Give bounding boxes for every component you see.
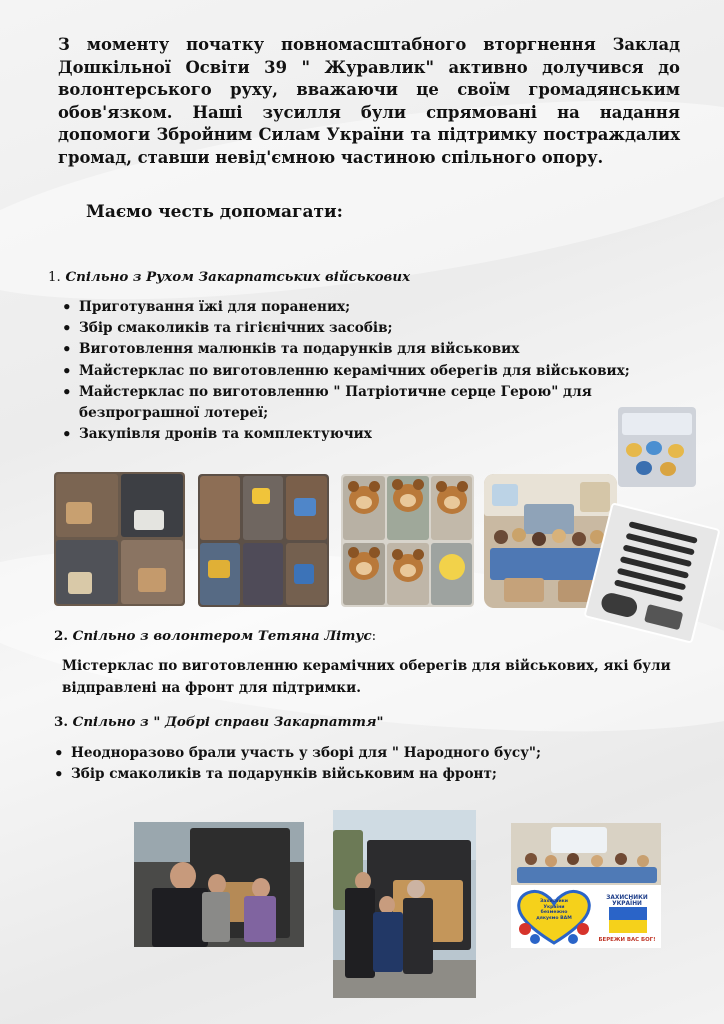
section-1-title-text: Спільно з Рухом Закарпатських військових xyxy=(65,269,411,285)
section-2-paragraph: Містерклас по виготовленню керамічних оберегів для військових, які були відправлені на фронт для підтримки. xyxy=(62,658,671,696)
section-3-list xyxy=(54,743,674,785)
list-item: • Збір смаколиків та гігієнічних засобів; xyxy=(62,318,632,339)
photo-ceramic-hearts xyxy=(618,407,696,487)
section-2-number: 2. xyxy=(54,628,68,644)
poster-footer: БЕРЕЖИ ВАС БОГ! xyxy=(598,937,656,943)
photo-children-poster xyxy=(511,823,661,948)
photo-volunteers-van-2 xyxy=(333,810,476,998)
photo-gift-bags-collage xyxy=(198,474,329,607)
section-1-number: 1. xyxy=(48,270,61,285)
ukraine-flag-icon xyxy=(609,907,647,933)
poster-title: ЗАХИСНИКИ УКРАЇНИ xyxy=(606,895,648,907)
intro-paragraph: З моменту початку повномасштабного вторгнення Заклад Дошкільної Освіти 39 " Журавлик" активно долучився до волонтерського руху, вважаючи це своїм громадянським обов'язком. Наші зусилля були спрямовані на надання допомоги Збройним Силам України та підтримку постраждалих громад, ставши невід'ємною частиною спільного опору. xyxy=(58,35,680,167)
section-2-title: 2. Спільно з волонтером Тетяна Літус: xyxy=(54,628,377,644)
list-item: • Збір смаколиків та подарунків військовим на фронт; xyxy=(54,764,674,785)
section-3-title-text: Спільно з " Добрі справи Закарпаття" xyxy=(72,714,384,730)
heart-poster xyxy=(515,889,593,945)
list-item: • Майстерклас по виготовленню керамічних оберегів для військових; xyxy=(62,361,632,382)
photo-children-masks-collage xyxy=(341,474,474,607)
section-1-title xyxy=(48,269,410,285)
list-item: • Виготовлення малюнків та подарунків для військових xyxy=(62,339,632,360)
section-3-number: 3. xyxy=(54,714,68,730)
photo-supplies-collage xyxy=(54,472,185,606)
heart-poster-text: Захисники України безмежно дякуємо ВАМ xyxy=(536,899,572,921)
section-2-title-text: Спільно з волонтером Тетяна Літус xyxy=(72,628,372,644)
list-item: • Неодноразово брали участь у зборі для " Народного бусу"; xyxy=(54,743,674,764)
photo-volunteers-van-1 xyxy=(134,822,304,947)
honor-heading: Маємо честь допомагати: xyxy=(86,202,343,222)
section-1-list xyxy=(62,297,632,445)
section-3-title xyxy=(54,714,384,730)
list-item: • Приготування їжі для поранених; xyxy=(62,297,632,318)
list-item: • Закупівля дронів та комплектуючих xyxy=(62,424,632,445)
list-item: • Майстерклас по виготовленню " Патріотичне серце Герою" для безпрограшної лотереї; xyxy=(62,382,632,424)
